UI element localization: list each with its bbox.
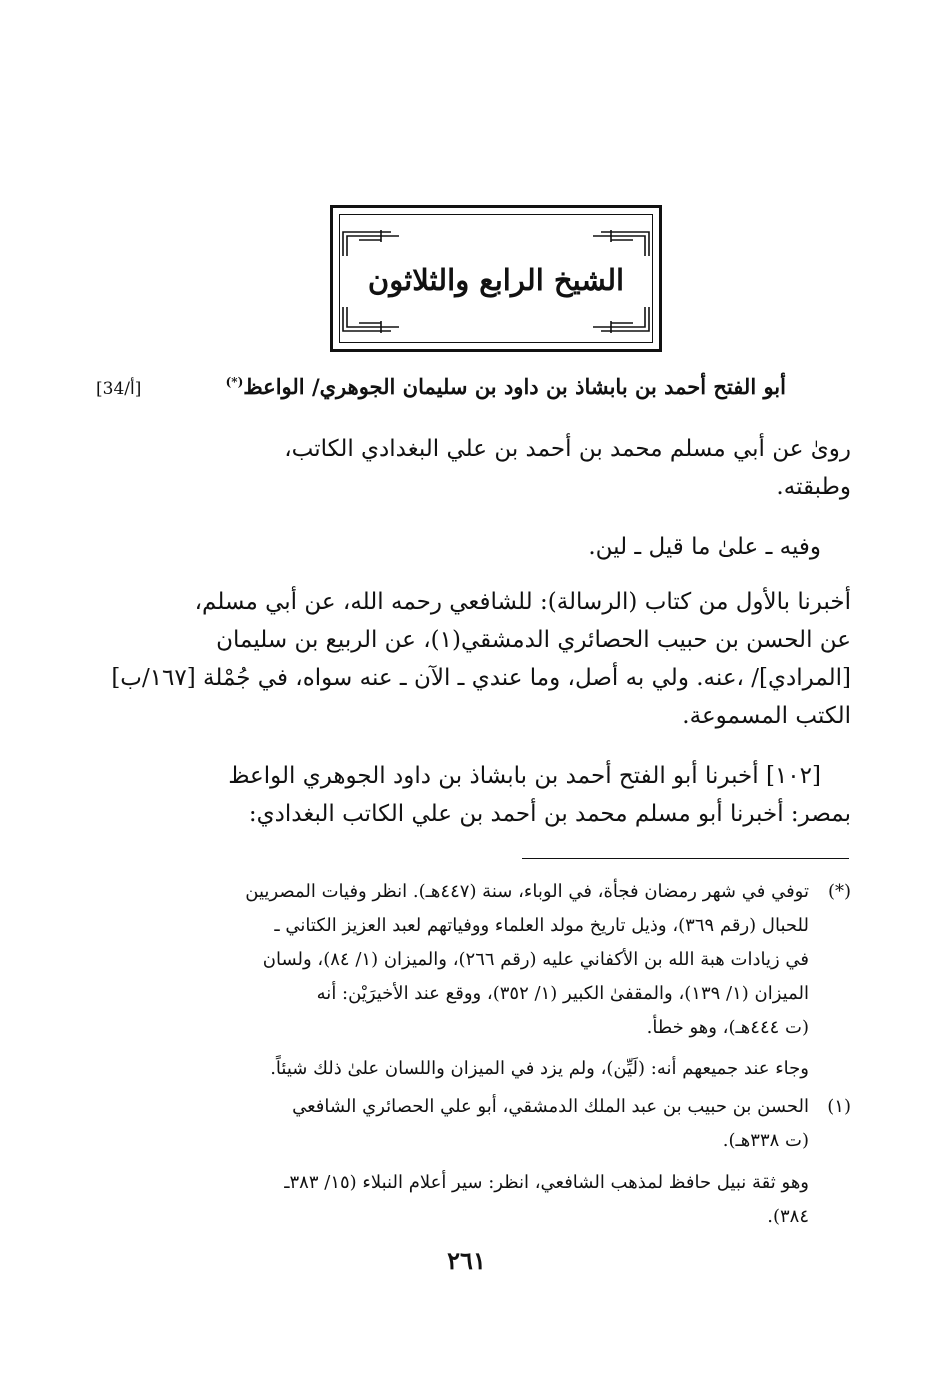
ornament-bottom-left <box>341 305 411 337</box>
footnote-marker: (١) <box>827 1096 851 1117</box>
footnote-line: وجاء عند جميعهم أنه: (لَيِّن)، ولم يزد في الميزان واللسان علىٰ ذلك شيئاً. <box>270 1058 809 1079</box>
footnote-line: الميزان (١/ ١٣٩)، والمقفىٰ الكبير (١/ ٣٥٢)، ووقع عند الأخيرَيْن: أنه <box>316 983 809 1004</box>
body-line: أخبرنا بالأول من كتاب (الرسالة): للشافعي رحمه الله، عن أبي مسلم، <box>194 589 851 615</box>
entry-heading <box>226 374 786 399</box>
footnote-line: الحسن بن حبيب بن عبد الملك الدمشقي، أبو علي الحصائري الشافعي <box>292 1096 809 1117</box>
ornament-bottom-right <box>581 305 651 337</box>
footnote-line: وهو ثقة نبيل حافظ لمذهب الشافعي، انظر: سير أعلام النبلاء (١٥/ ٣٨٣ـ <box>284 1172 809 1193</box>
ornament-top-left <box>341 226 411 258</box>
footnote-line: في زيادات هبة الله بن الأكفاني عليه (رقم ٢٦٦)، والميزان (١/ ٨٤)، ولسان <box>262 949 809 970</box>
folio-reference: [34/أ] <box>96 379 142 399</box>
footnote-line: للحبال (رقم ٣٦٩)، وذيل تاريخ مولد العلماء ووفياتهم لعبد العزيز الكتاني ـ <box>274 915 809 936</box>
footnote-marker: (*) <box>827 881 851 902</box>
section-title: الشيخ الرابع والثلاثون <box>367 263 625 297</box>
body-line: [المرادي]/ ،عنه. ولي به أصل، وما عندي ـ الآن ـ عنه سواه، في جُمْلة [١٦٧/ب] <box>111 665 851 691</box>
footnote-line: توفي في شهر رمضان فجأة، في الوباء، سنة (٤٤٧هـ). انظر وفيات المصريين <box>245 881 809 902</box>
body-line: عن الحسن بن حبيب الحصائري الدمشقي(١)، عن الربيع بن سليمان <box>216 627 851 653</box>
body-line: وطبقته. <box>776 474 851 500</box>
footnote-line: ٣٨٤). <box>767 1206 809 1227</box>
body-line: بمصر: أخبرنا أبو مسلم محمد بن أحمد بن علي الكاتب البغدادي: <box>248 801 851 827</box>
footnote-separator <box>522 858 849 859</box>
body-line: الكتب المسموعة. <box>682 703 851 729</box>
footnote-line: (ت ٤٤٤هـ)، وهو خطأ. <box>646 1017 809 1038</box>
body-line: وفيه ـ علىٰ ما قيل ـ لين. <box>588 534 821 560</box>
body-line: روىٰ عن أبي مسلم محمد بن أحمد بن علي البغدادي الكاتب، <box>284 436 851 462</box>
page-number: ٢٦١ <box>447 1246 486 1275</box>
body-line: [١٠٢] أخبرنا أبو الفتح أحمد بن بابشاذ بن داود الجوهري الواعظ <box>228 763 821 789</box>
entry-heading-marker: (*) <box>225 375 244 389</box>
footnote-line: (ت ٣٣٨هـ). <box>722 1130 809 1151</box>
entry-heading-text: أبو الفتح أحمد بن بابشاذ بن داود بن سليمان الجوهري/ الواعظ <box>243 374 786 399</box>
ornament-top-right <box>581 226 651 258</box>
section-title-frame <box>330 205 662 352</box>
